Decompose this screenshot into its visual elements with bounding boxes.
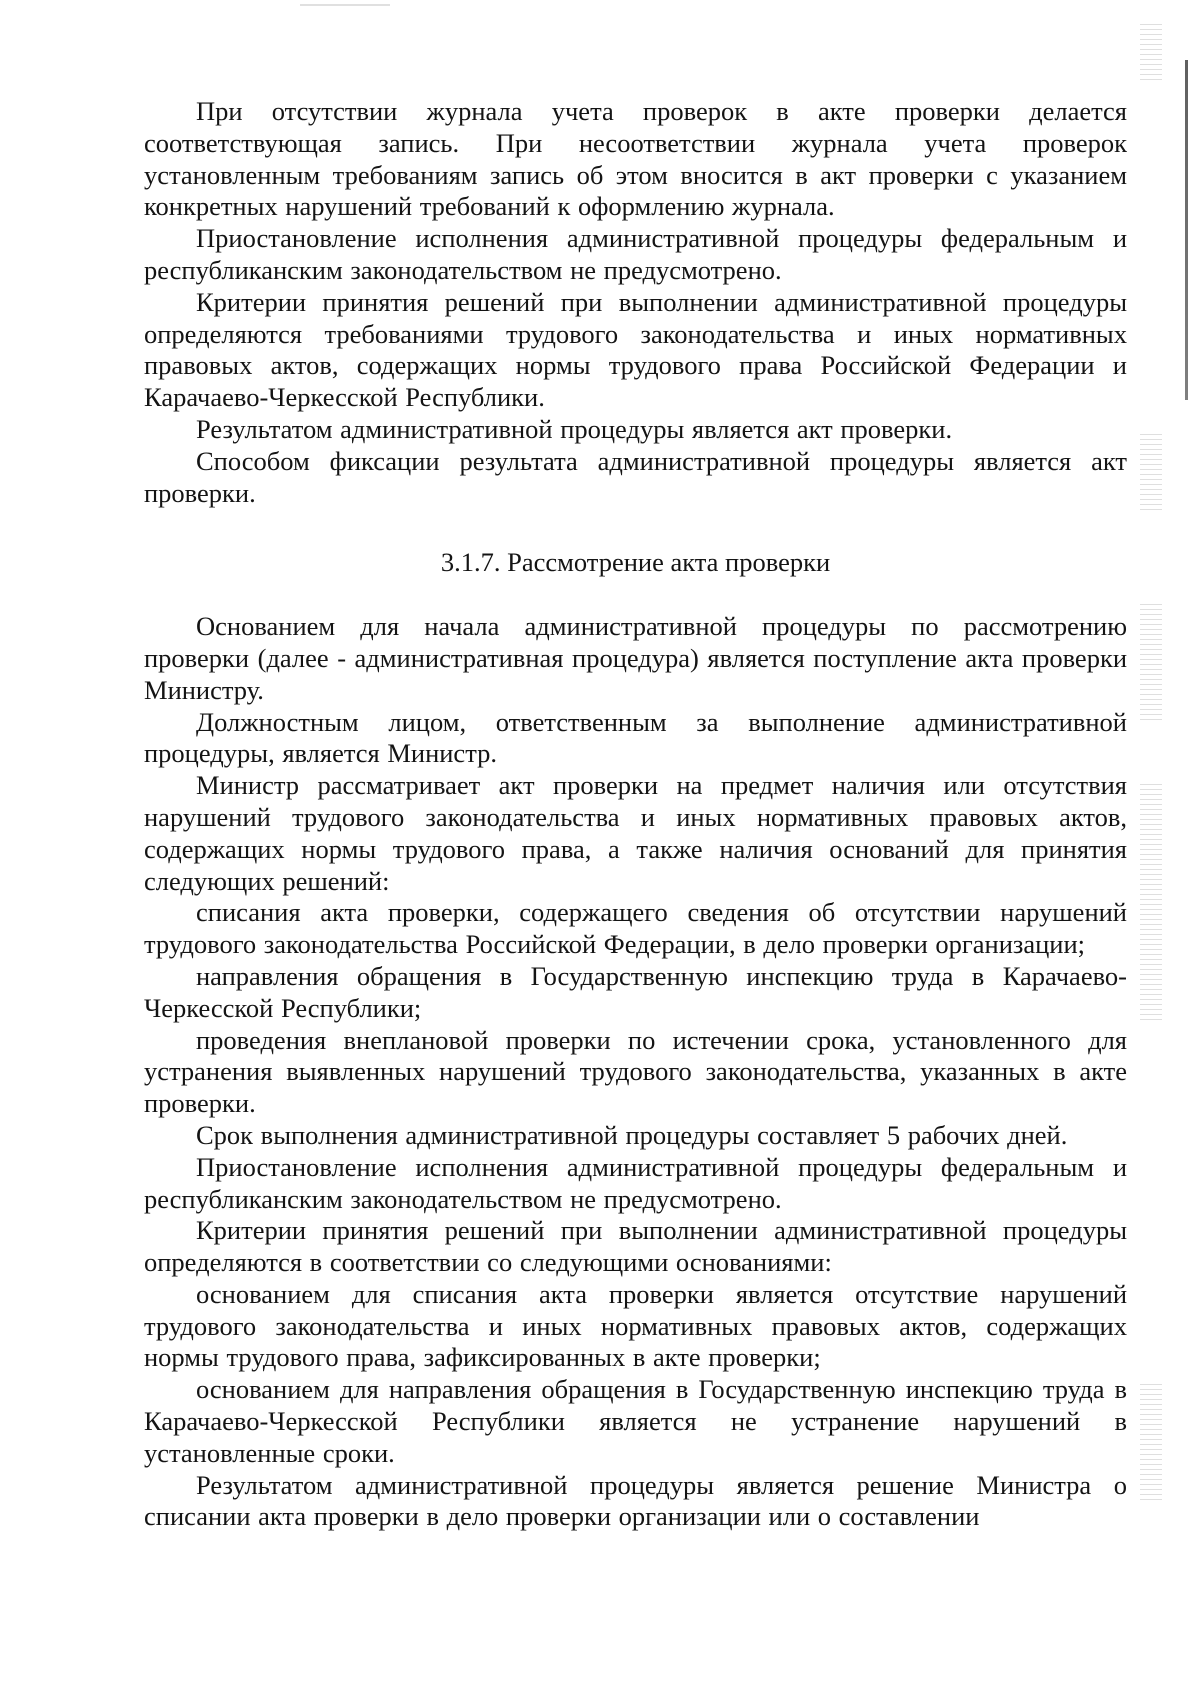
paragraph: Приостановление исполнения административной процедуры федеральным и республиканским законодательством не предусмотрено. (144, 1151, 1127, 1214)
scan-artifact-speckle-1 (1140, 20, 1162, 80)
section-heading: 3.1.7. Рассмотрение акта проверки (440, 547, 831, 578)
scan-artifact-speckle-2 (1140, 430, 1162, 510)
paragraph: Результатом административной процедуры является решение Министра о списании акта проверки в дело проверки организации или о составлении (144, 1469, 1127, 1532)
list-item: направления обращения в Государственную инспекцию труда в Карачаево-Черкесской Республики; (144, 960, 1127, 1023)
paragraph: Способом фиксации результата административной процедуры является акт проверки. (144, 445, 1127, 508)
paragraph: Министр рассматривает акт проверки на предмет наличия или отсутствия нарушений трудового законодательства и иных нормативных правовых актов, содержащих нормы трудового права, а также наличия оснований для принятия следующих решений: (144, 770, 1127, 896)
scan-artifact-speckle-3 (1140, 600, 1162, 720)
list-item: основанием для списания акта проверки является отсутствие нарушений трудового законодательства и иных нормативных правовых актов, содержащих нормы трудового права, зафиксированных в акте проверки; (144, 1278, 1127, 1373)
paragraph: Основанием для начала административной процедуры по рассмотрению проверки (далее - административная процедура) является поступление акта проверки Министру. (144, 611, 1127, 705)
paragraph: Критерии принятия решений при выполнении административной процедуры определяются в соответствии со следующими основаниями: (144, 1215, 1127, 1278)
scan-artifact-top (300, 4, 390, 6)
paragraph: Приостановление исполнения административной процедуры федеральным и республиканским законодательством не предусмотрено. (144, 223, 1127, 285)
scan-artifact-speckle-4 (1140, 780, 1162, 1020)
paragraph: Критерии принятия решений при выполнении административной процедуры определяются требованиями трудового законодательства и иных нормативных правовых актов, содержащих нормы трудового права Российской Федерации и Карачаево-Черкесской Республики. (144, 286, 1127, 413)
paragraph: Должностным лицом, ответственным за выполнение административной процедуры, является Министр. (144, 706, 1127, 769)
list-item: списания акта проверки, содержащего сведения об отсутствии нарушений трудового законодательства Российской Федерации, в дело проверки организации; (144, 897, 1127, 960)
paragraph: Срок выполнения административной процедуры составляет 5 рабочих дней. (196, 1119, 1068, 1150)
paragraph: При отсутствии журнала учета проверок в акте проверки делается соответствующая запись. При несоответствии журнала учета проверок установленным требованиям запись об этом вносится в акт проверки с указанием конкретных нарушений требований к оформлению журнала. (144, 96, 1127, 222)
scan-artifact-speckle-5 (1140, 1380, 1162, 1500)
document-body (144, 96, 1127, 1533)
list-item: проведения внеплановой проверки по истечении срока, установленного для устранения выявленных нарушений трудового законодательства, указанных в акте проверки. (144, 1024, 1127, 1119)
list-item: основанием для направления обращения в Государственную инспекцию труда в Карачаево-Черкесской Республики является не устранение нарушений в установленные сроки. (144, 1374, 1127, 1468)
scan-artifact-right-edge (1185, 60, 1188, 400)
paragraph: Результатом административной процедуры является акт проверки. (196, 413, 953, 444)
